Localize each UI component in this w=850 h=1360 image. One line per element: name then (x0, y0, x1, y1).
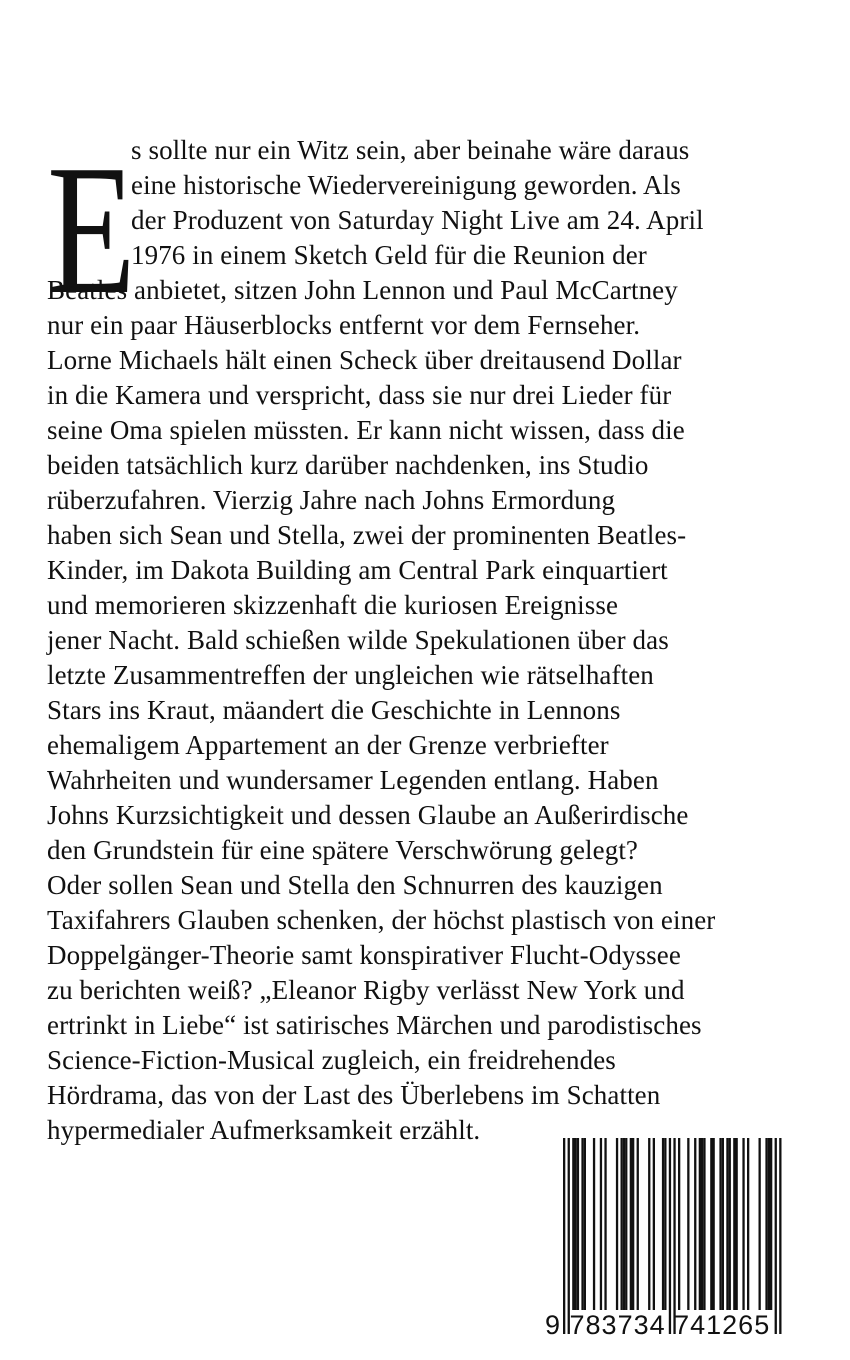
barcode-bar (678, 1138, 680, 1310)
barcode-bar (742, 1138, 744, 1310)
barcode-bar (736, 1138, 738, 1310)
blurb-line-18: Wahrheiten und wundersamer Legenden entlang. Haben (47, 765, 659, 795)
blurb-line-8: seine Oma spielen müssten. Er kann nicht wissen, dass die (47, 415, 685, 445)
blurb-line-21: Oder sollen Sean und Stella den Schnurren des kauzigen (47, 870, 663, 900)
barcode-bar (747, 1138, 749, 1310)
blurb-line-20: den Grundstein für eine spätere Verschwörung gelegt? (47, 835, 638, 865)
barcode-bar (713, 1138, 715, 1310)
blurb-line-26: Science-Fiction-Musical zugleich, ein freidrehendes (47, 1045, 616, 1075)
barcode-bar (703, 1138, 705, 1310)
barcode-bar (625, 1138, 627, 1310)
blurb-line-5: nur ein paar Häuserblocks entfernt vor dem Fernseher. (47, 310, 641, 340)
barcode-bar (765, 1138, 767, 1310)
blurb-line-7: in die Kamera und verspricht, dass sie nur drei Lieder für (47, 380, 672, 410)
barcode-bar (701, 1138, 703, 1310)
barcode-bar (568, 1138, 570, 1334)
barcode-bar (669, 1138, 671, 1334)
barcode-bar (770, 1138, 772, 1310)
drop-cap: E (47, 127, 136, 333)
barcode-bar (572, 1138, 574, 1310)
blurb-line-3: 1976 in einem Sketch Geld für die Reunion der (131, 240, 647, 270)
barcode-bar (759, 1138, 761, 1310)
barcode-bar (653, 1138, 655, 1310)
barcode-bar (604, 1138, 606, 1310)
blurb-line-22: Taxifahrers Glauben schenken, der höchst plastisch von einer (47, 905, 716, 935)
barcode-bar (687, 1138, 689, 1310)
barcode-bar (710, 1138, 712, 1310)
blurb-line-15: letzte Zusammentreffen der ungleichen wie rätselhaften (47, 660, 654, 690)
blurb-line-25: ertrinkt in Liebe“ ist satirisches Märchen und parodistisches (47, 1010, 702, 1040)
barcode-bar (623, 1138, 625, 1310)
barcode-bar (673, 1138, 675, 1334)
isbn-barcode (545, 1138, 785, 1338)
blurb-line-13: und memorieren skizzenhaft die kuriosen Ereignisse (47, 590, 619, 620)
blurb-line-24: zu berichten weiß? „Eleanor Rigby verlässt New York und (47, 975, 685, 1005)
blurb-line-17: ehemaligem Appartement an der Grenze verbriefter (47, 730, 609, 760)
barcode-bar (662, 1138, 664, 1310)
barcode-bar (621, 1138, 623, 1310)
blurb-line-1: eine historische Wiedervereinigung geworden. Als (131, 170, 681, 200)
barcode-bar (775, 1138, 777, 1334)
blurb-line-6: Lorne Michaels hält einen Scheck über dreitausend Dollar (47, 345, 682, 375)
isbn-number: 9 783734 741265 (545, 1310, 771, 1340)
barcode-bar (733, 1138, 735, 1310)
barcode-bar (779, 1138, 781, 1334)
barcode-bar (699, 1138, 701, 1310)
blurb-line-2: der Produzent von Saturday Night Live am 24. April (131, 205, 704, 235)
barcode-bar (729, 1138, 731, 1310)
blurb-line-11: haben sich Sean und Stella, zwei der prominenten Beatles- (47, 520, 687, 550)
barcode-bar (726, 1138, 728, 1310)
barcode-bar (593, 1138, 595, 1310)
blurb-line-10: rüberzufahren. Vierzig Jahre nach Johns Ermordung (47, 485, 616, 515)
barcode-bar (600, 1138, 602, 1310)
barcode-bar (664, 1138, 666, 1310)
barcode-bar (577, 1138, 579, 1310)
blurb-line-0: s sollte nur ein Witz sein, aber beinahe wäre daraus (131, 135, 690, 165)
barcode-bar (563, 1138, 565, 1334)
barcode-bar (722, 1138, 724, 1310)
blurb-line-16: Stars ins Kraut, mäandert die Geschichte in Lennons (47, 695, 621, 725)
blurb-line-9: beiden tatsächlich kurz darüber nachdenken, ins Studio (47, 450, 649, 480)
blurb-line-12: Kinder, im Dakota Building am Central Park einquartiert (47, 555, 668, 585)
blurb-line-28: hypermedialer Aufmerksamkeit erzählt. (47, 1115, 481, 1145)
barcode-bar (575, 1138, 577, 1310)
blurb-line-27: Hördrama, das von der Last des Überlebens im Schatten (47, 1080, 661, 1110)
barcode-bar (637, 1138, 639, 1310)
barcode-bar (694, 1138, 696, 1310)
barcode-bars (545, 1138, 785, 1338)
barcode-bar (632, 1138, 634, 1310)
blurb-line-23: Doppelgänger-Theorie samt konspirativer Flucht-Odyssee (47, 940, 681, 970)
barcode-bar (581, 1138, 583, 1310)
blurb-line-14: jener Nacht. Bald schießen wilde Spekulationen über das (47, 625, 669, 655)
barcode-bar (616, 1138, 618, 1310)
blurb-line-4: Beatles anbietet, sitzen John Lennon und Paul McCartney (47, 275, 678, 305)
barcode-bar (630, 1138, 632, 1310)
blurb-line-19: Johns Kurzsichtigkeit und dessen Glaube an Außerirdische (47, 800, 689, 830)
barcode-bar (768, 1138, 770, 1310)
barcode-bar (648, 1138, 650, 1310)
barcode-bar (719, 1138, 721, 1310)
barcode-bar (584, 1138, 586, 1310)
